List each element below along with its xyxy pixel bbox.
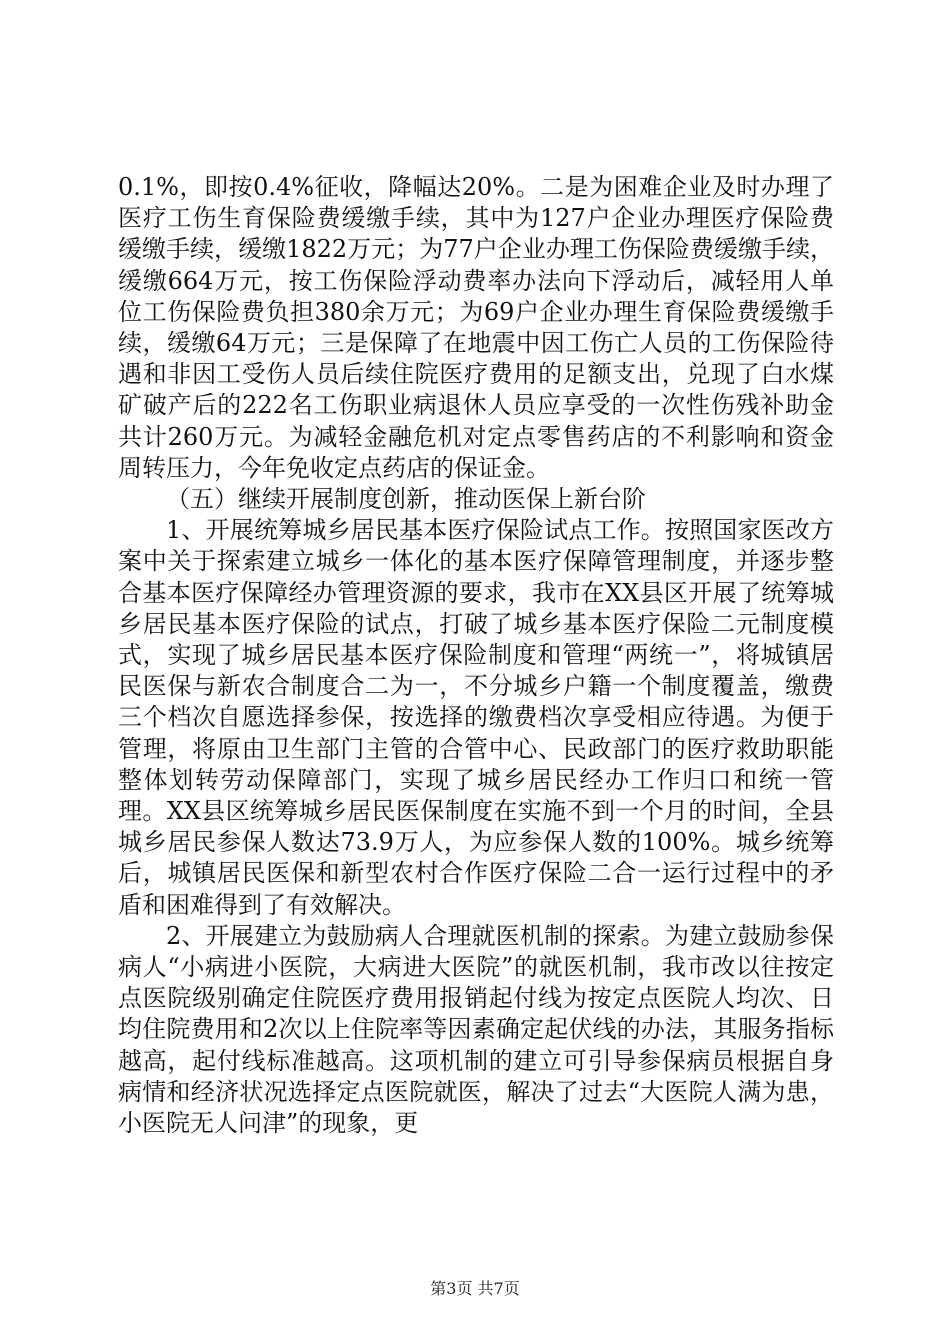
section-heading: （五）继续开展制度创新，推动医保上新台阶 <box>166 485 646 514</box>
paragraph-continuation: 0.1%，即按0.4%征收，降幅达20%。二是为困难企业及时办理了医疗工伤生育保险费缓缴手续，其中为127户企业办理医疗保险费缓缴手续，缓缴1822万元；为77户企业办理工伤保险费缓缴手续，缓缴664万元，按工伤保险浮动费率办法向下浮动后，减轻用人单位工伤保险费负担380余万元；为69户企业办理生育保险费缓缴手续，缓缴64万元；三是保障了在地震中因工伤亡人员的工伤保险待遇和非因工受伤人员后续住院医疗费用的足额支出，兑现了白水煤矿破产后的222名工伤职业病退休人员应享受的一次性伤残补助金共计260万元。为减轻金融危机对定点零售药店的不利影响和资金周转压力，今年免收定点药店的保证金。 <box>118 173 834 482</box>
paragraph-item-2: 2、开展建立为鼓励病人合理就医机制的探索。为建立鼓励参保病人“小病进小医院，大病进大医院”的就医机制，我市改以往按定点医院级别确定住院医疗费用报销起付线为按定点医院人均次、日均住院费用和2次以上住院率等因素确定起伏线的办法，其服务指标越高，起付线标准越高。这项机制的建立可引导参保病员根据自身病情和经济状况选择定点医院就医，解决了过去“大医院人满为患，小医院无人问津”的现象，更 <box>118 921 834 1138</box>
paragraph-item-1: 1、开展统筹城乡居民基本医疗保险试点工作。按照国家医改方案中关于探索建立城乡一体化的基本医疗保障管理制度，并逐步整合基本医疗保障经办管理资源的要求，我市在XX县区开展了统筹城乡居民基本医疗保险的试点，打破了城乡基本医疗保险二元制度模式，实现了城乡居民基本医疗保险制度和管理“两统一”，将城镇居民医保与新农合制度合二为一，不分城乡户籍一个制度覆盖，缴费三个档次自愿选择参保，按选择的缴费档次享受相应待遇。为便于管理，将原由卫生部门主管的合管中心、民政部门的医疗救助职能整体划转劳动保障部门，实现了城乡居民经办工作归口和统一管理。XX县区统筹城乡居民医保制度在实施不到一个月的时间，全县城乡居民参保人数达73.9万人，为应参保人数的100%。城乡统筹后，城镇居民医保和新型农村合作医疗保险二合一运行过程中的矛盾和困难得到了有效解决。 <box>118 516 834 919</box>
body-text <box>118 172 834 1139</box>
page-footer: 第3页 共7页 <box>430 1279 520 1298</box>
